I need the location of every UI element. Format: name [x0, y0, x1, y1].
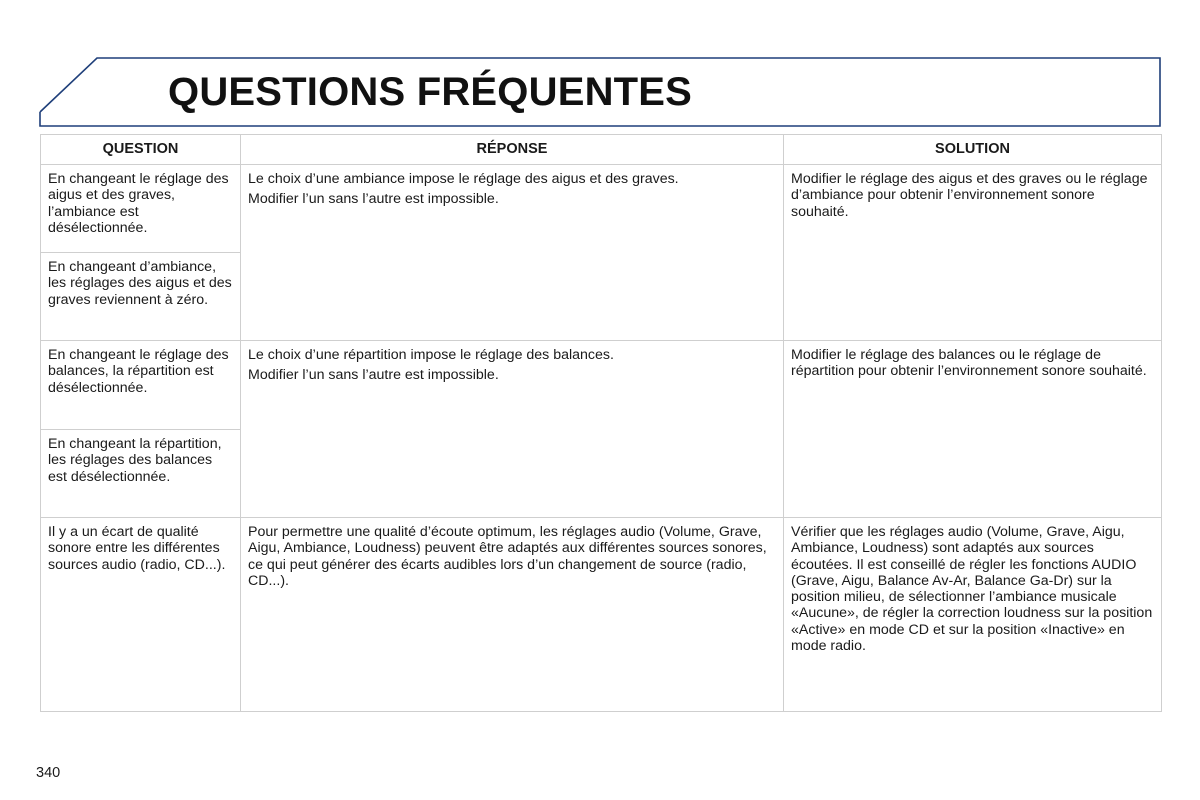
question-text: En changeant le réglage des balances, la répartition est désélectionnée.	[48, 347, 229, 396]
answer-text: Le choix d’une ambiance impose le réglage des aigus et des graves.	[248, 171, 679, 187]
table-row	[41, 165, 1162, 253]
solution-cell	[784, 165, 1162, 341]
page-title: QUESTIONS FRÉQUENTES	[168, 70, 693, 114]
column-header-question: QUESTION	[41, 135, 241, 165]
column-header-reponse: RÉPONSE	[241, 135, 784, 165]
question-text: En changeant la répartition, les réglages des balances est désélectionnée.	[48, 436, 222, 485]
faq-table	[40, 134, 1162, 712]
solution-text: Modifier le réglage des balances ou le réglage de répartition pour obtenir l’environnement sonore souhaité.	[791, 347, 1147, 380]
answer-text: Modifier l’un sans l’autre est impossible.	[248, 367, 499, 384]
answer-cell	[241, 518, 784, 712]
question-text: En changeant le réglage des aigus et des graves, l’ambiance est désélectionnée.	[48, 171, 229, 236]
question-text: Il y a un écart de qualité sonore entre les différentes sources audio (radio, CD...).	[48, 524, 226, 573]
solution-text: Vérifier que les réglages audio (Volume, Grave, Aigu, Ambiance, Loudness) sont adaptés aux sources écoutées. Il est conseillé de régler les fonctions AUDIO (Grave, Aigu, Balance Av-Ar, Balance Ga-Dr) sur la position milieu, de sélectionner l’ambiance musicale «Aucune», de régler la correction loudness sur la position «Active» en mode CD et sur la position «Inactive» en mode radio.	[791, 524, 1153, 655]
table-row	[41, 518, 1162, 712]
solution-cell	[784, 518, 1162, 712]
page-number: 340	[36, 765, 61, 781]
question-cell	[41, 430, 241, 518]
answer-cell	[241, 341, 784, 518]
question-text: En changeant d’ambiance, les réglages des aigus et des graves reviennent à zéro.	[48, 259, 232, 308]
table-header-row	[41, 135, 1162, 165]
question-cell	[41, 253, 241, 341]
question-cell	[41, 341, 241, 430]
answer-text: Pour permettre une qualité d’écoute optimum, les réglages audio (Volume, Grave, Aigu, Ambiance, Loudness) peuvent être adaptés aux différentes sources sonores, ce qui peut générer des écarts audibles lors d’un changement de source (radio, CD...).	[248, 524, 767, 589]
solution-cell	[784, 341, 1162, 518]
table-row	[41, 341, 1162, 430]
question-cell	[41, 165, 241, 253]
answer-cell	[241, 165, 784, 341]
column-header-solution: SOLUTION	[784, 135, 1162, 165]
answer-text: Modifier l’un sans l’autre est impossible.	[248, 191, 499, 208]
question-cell	[41, 518, 241, 712]
answer-text: Le choix d’une répartition impose le réglage des balances.	[248, 347, 614, 363]
solution-text: Modifier le réglage des aigus et des graves ou le réglage d’ambiance pour obtenir l’environnement sonore souhaité.	[791, 171, 1148, 220]
